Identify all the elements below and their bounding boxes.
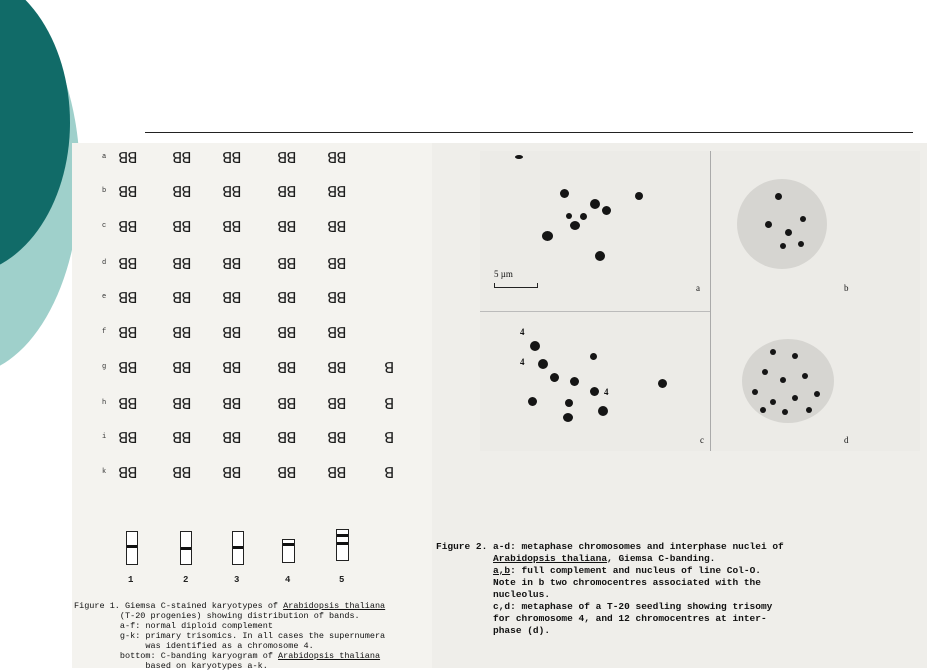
chromosome-spot [560, 189, 569, 198]
chromosome-spot [563, 413, 573, 422]
karyogram-bar [126, 531, 138, 565]
karyotype-row [72, 324, 452, 346]
chromosome-spot [770, 349, 776, 355]
chromosome-pair: ꓭꓭ [118, 255, 137, 273]
figure-2-micrographs [432, 143, 927, 668]
karyogram-number: 4 [285, 575, 291, 585]
panel-label: a [696, 283, 700, 293]
chromosome-spot [570, 221, 580, 230]
karyogram-bar [232, 531, 244, 565]
chromosome-pair: ꓭꓭ [327, 359, 346, 377]
row-label: g [102, 363, 107, 371]
karyotype-row [72, 395, 452, 417]
chromosome-spot [658, 379, 667, 388]
chromosome-pair: ꓭꓭ [327, 464, 346, 482]
row-label: e [102, 293, 107, 301]
chromosome-spot [570, 377, 579, 386]
karyotype-row [72, 289, 452, 311]
chromosome-pair: ꓭꓭ [118, 464, 137, 482]
chromosome-pair: ꓭꓭ [327, 429, 346, 447]
chromosome-pair: ꓭꓭ [327, 218, 346, 236]
chromosome-spot [752, 389, 758, 395]
karyotype-row [72, 464, 452, 486]
chromosome-pair: ꓭꓭ [172, 289, 191, 307]
chromosome-pair: ꓭꓭ [277, 149, 296, 167]
chromosome-spot [780, 377, 786, 383]
chromosome-pair: ꓭꓭ [277, 324, 296, 342]
chromosome-pair: ꓭꓭ [277, 395, 296, 413]
chromosome-pair: ꓭꓭ [172, 395, 191, 413]
panel-label: b [844, 283, 849, 293]
chromosome-pair: ꓭꓭ [222, 218, 241, 236]
chromosome-pair: ꓭꓭ [118, 359, 137, 377]
panel-label: d [844, 435, 849, 445]
chromosome-spot [760, 407, 766, 413]
chromosome-spot [775, 193, 782, 200]
karyotype-row [72, 359, 452, 381]
chromosome-spot [782, 409, 788, 415]
chromosome-spot [595, 251, 605, 261]
chromosome-4-marker: 4 [520, 327, 525, 337]
chromosome-pair: ꓭꓭ [118, 429, 137, 447]
chromosome-spot [800, 216, 806, 222]
chromosome-spot [814, 391, 820, 397]
karyotype-row [72, 183, 452, 205]
chromosome-pair: ꓭꓭ [277, 289, 296, 307]
karyogram-bar [180, 531, 192, 565]
chromosome-pair: ꓭꓭ [222, 289, 241, 307]
chromosome-4-marker: 4 [604, 387, 609, 397]
chromosome-pair: ꓭꓭ [118, 183, 137, 201]
karyotype-row [72, 149, 452, 171]
chromosome-pair: ꓭ [384, 464, 394, 482]
chromosome-pair: ꓭꓭ [277, 359, 296, 377]
figure-1-caption: Figure 1. Giemsa C-stained karyotypes of Arabidopsis thaliana (T-20 progenies) showing distribution of bands. a-f: normal diploid complement g-k: primary trisomics. In all cases the supernumera was identified as a chromosome 4. bottom: C-banding karyogram of Arabidopsis thaliana based on karyotypes a-k. [74, 601, 386, 671]
title-divider [145, 132, 913, 133]
chromosome-pair: ꓭꓭ [118, 218, 137, 236]
chromosome-pair: ꓭꓭ [327, 255, 346, 273]
chromosome-spot [565, 399, 573, 407]
chromosome-spot [770, 399, 776, 405]
micrograph-plate [480, 151, 920, 451]
chromosome-spot [765, 221, 772, 228]
chromosome-pair: ꓭ [384, 429, 394, 447]
chromosome-spot [550, 373, 559, 382]
chromosome-4-marker: 4 [520, 357, 525, 367]
chromosome-spot [590, 199, 600, 209]
chromosome-pair: ꓭꓭ [277, 464, 296, 482]
panel-divider [480, 311, 710, 312]
chromosome-pair: ꓭꓭ [222, 395, 241, 413]
chromosome-spot [538, 359, 548, 369]
karyotype-row [72, 255, 452, 277]
chromosome-spot [802, 373, 808, 379]
chromosome-pair: ꓭꓭ [222, 429, 241, 447]
figure-1-karyotypes [72, 143, 454, 671]
scale-bar [494, 283, 538, 288]
chromosome-spot [542, 231, 553, 241]
chromosome-pair: ꓭꓭ [172, 359, 191, 377]
chromosome-spot [515, 155, 523, 159]
karyogram-number: 5 [339, 575, 345, 585]
chromosome-pair: ꓭꓭ [222, 324, 241, 342]
chromosome-pair: ꓭꓭ [222, 255, 241, 273]
row-label: f [102, 328, 107, 336]
chromosome-spot [792, 353, 798, 359]
chromosome-pair: ꓭꓭ [327, 149, 346, 167]
karyogram-number: 3 [234, 575, 240, 585]
chromosome-pair: ꓭꓭ [222, 149, 241, 167]
chromosome-pair: ꓭꓭ [172, 149, 191, 167]
chromosome-spot [780, 243, 786, 249]
chromosome-spot [580, 213, 587, 220]
chromosome-pair: ꓭꓭ [277, 183, 296, 201]
chromosome-spot [602, 206, 611, 215]
chromosome-spot [598, 406, 608, 416]
chromosome-spot [762, 369, 768, 375]
chromosome-pair: ꓭꓭ [172, 218, 191, 236]
chromosome-spot [530, 341, 540, 351]
chromosome-pair: ꓭꓭ [172, 429, 191, 447]
row-label: a [102, 153, 107, 161]
karyotype-row [72, 218, 452, 240]
chromosome-pair: ꓭꓭ [172, 464, 191, 482]
figure-2-caption: Figure 2. a-d: metaphase chromosomes and interphase nuclei of Arabidopsis thaliana, Giemsa C-banding. a,b: full complement and nucleus of line Col-O. Note in b two chromocentres associated with the nucleolus. c,d: metaphase of a T-20 seedling showing trisomy for chromosome 4, and 12 chromocentres at inter- phase (d). [436, 541, 784, 636]
chromosome-spot [590, 353, 597, 360]
row-label: c [102, 222, 107, 230]
chromosome-spot [785, 229, 792, 236]
chromosome-spot [798, 241, 804, 247]
chromosome-spot [528, 397, 537, 406]
chromosome-pair: ꓭꓭ [277, 255, 296, 273]
row-label: i [102, 433, 107, 441]
karyogram-bar [282, 539, 295, 563]
interphase-nucleus [742, 339, 834, 423]
chromosome-pair: ꓭꓭ [222, 183, 241, 201]
row-label: b [102, 187, 107, 195]
interphase-nucleus [737, 179, 827, 269]
chromosome-spot [806, 407, 812, 413]
chromosome-pair: ꓭꓭ [172, 255, 191, 273]
chromosome-pair: ꓭꓭ [222, 359, 241, 377]
chromosome-pair: ꓭꓭ [327, 395, 346, 413]
scale-bar-label: 5 µm [494, 269, 513, 279]
panel-divider [710, 151, 711, 451]
row-label: k [102, 468, 107, 476]
chromosome-pair: ꓭꓭ [277, 218, 296, 236]
chromosome-pair: ꓭꓭ [118, 324, 137, 342]
chromosome-pair: ꓭ [384, 395, 394, 413]
chromosome-pair: ꓭꓭ [327, 289, 346, 307]
chromosome-pair: ꓭ [384, 359, 394, 377]
karyogram-number: 1 [128, 575, 134, 585]
karyotype-row [72, 429, 452, 451]
chromosome-pair: ꓭꓭ [327, 324, 346, 342]
chromosome-pair: ꓭꓭ [172, 324, 191, 342]
chromosome-pair: ꓭꓭ [118, 395, 137, 413]
row-label: h [102, 399, 107, 407]
chromosome-pair: ꓭꓭ [222, 464, 241, 482]
chromosome-pair: ꓭꓭ [327, 183, 346, 201]
chromosome-spot [635, 192, 643, 200]
chromosome-pair: ꓭꓭ [118, 149, 137, 167]
chromosome-pair: ꓭꓭ [277, 429, 296, 447]
chromosome-spot [566, 213, 572, 219]
chromosome-pair: ꓭꓭ [118, 289, 137, 307]
chromosome-pair: ꓭꓭ [172, 183, 191, 201]
panel-label: c [700, 435, 704, 445]
karyogram-number: 2 [183, 575, 189, 585]
chromosome-spot [792, 395, 798, 401]
row-label: d [102, 259, 107, 267]
karyogram-bar [336, 529, 349, 561]
chromosome-spot [590, 387, 599, 396]
